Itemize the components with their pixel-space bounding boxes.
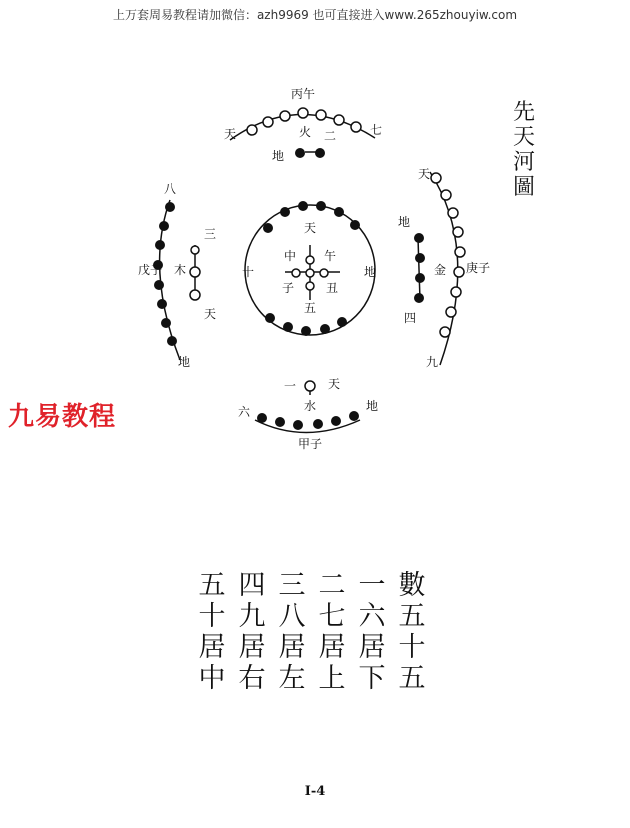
east-label-bottom: 九 [425,355,439,369]
verse-char: 上 [318,663,346,694]
verse-char: 居 [278,632,306,663]
center-left: 中 [283,249,297,263]
verse-char: 居 [358,632,386,663]
verse-char: 八 [278,601,306,632]
verse-column [196,570,228,694]
verse-char: 五 [398,663,426,694]
verse-char: 五 [198,570,226,601]
verse-column [236,570,268,694]
north-label-right: 地 [365,399,379,413]
verse-char: 數 [398,570,426,601]
south-label-far: 天 [223,127,237,141]
hetu-diagram [0,60,630,480]
verse-char: 二 [318,570,346,601]
west-label-end: 地 [177,355,191,369]
verse-column [396,570,428,694]
east-label-num: 四 [403,311,417,325]
south-label-side: 地 [271,149,285,163]
north-label-left: 六 [237,405,251,419]
verse-block [196,570,436,700]
verse-char: 左 [278,663,306,694]
watermark-logo: 九易教程 [8,402,117,432]
verse-column [356,570,388,694]
verse-char: 三 [278,570,306,601]
verse-char: 下 [358,663,386,694]
south-label-top: 丙午 [290,87,316,101]
north-label-top: 天 [327,377,341,391]
center-ring-left: 十 [241,265,255,279]
north-label-num: 一 [283,379,297,393]
verse-char: 十 [198,601,226,632]
east-label-small: 地 [397,215,411,229]
verse-char: 九 [238,601,266,632]
verse-char: 居 [318,632,346,663]
west-label-top: 八 [163,182,177,196]
west-label-side: 天 [203,307,217,321]
verse-char: 十 [398,632,426,663]
verse-char: 一 [358,570,386,601]
south-label-mid: 火 [298,125,312,139]
verse-char: 居 [238,632,266,663]
center-bottom-left: 子 [281,281,295,295]
south-label-left: 二 [323,129,337,143]
header-text: 上万套周易教程请加微信：azh9969 也可直接进入www.265zhouyiw.com [112,8,518,22]
center-top: 天 [303,221,317,235]
east-label-top: 天 [417,167,431,181]
center-bottom-right: 丑 [325,281,339,295]
center-bottom: 五 [303,301,317,315]
title-char: 先 [512,100,535,125]
west-label-bottom: 戊子 [137,263,163,277]
title-char: 圖 [512,175,535,200]
west-label-mid: 木 [173,263,187,277]
verse-char: 中 [198,663,226,694]
west-label-num: 三 [203,227,217,241]
north-label-mid: 水 [303,399,317,413]
north-label-bottom: 甲子 [297,437,323,451]
east-label-mid: 金 [433,263,447,277]
title-char: 天 [512,125,535,150]
south-label-right: 七 [369,123,383,137]
verse-char: 四 [238,570,266,601]
verse-char: 七 [318,601,346,632]
center-ring-right: 地 [363,265,377,279]
verse-column [276,570,308,694]
verse-char: 六 [358,601,386,632]
east-label-side: 庚子 [465,261,491,275]
center-top-right: 午 [323,249,337,263]
page-number: I-4 [304,784,326,799]
verse-char: 五 [398,601,426,632]
verse-char: 居 [198,632,226,663]
verse-column [316,570,348,694]
verse-char: 右 [238,663,266,694]
title-char: 河 [512,150,535,175]
